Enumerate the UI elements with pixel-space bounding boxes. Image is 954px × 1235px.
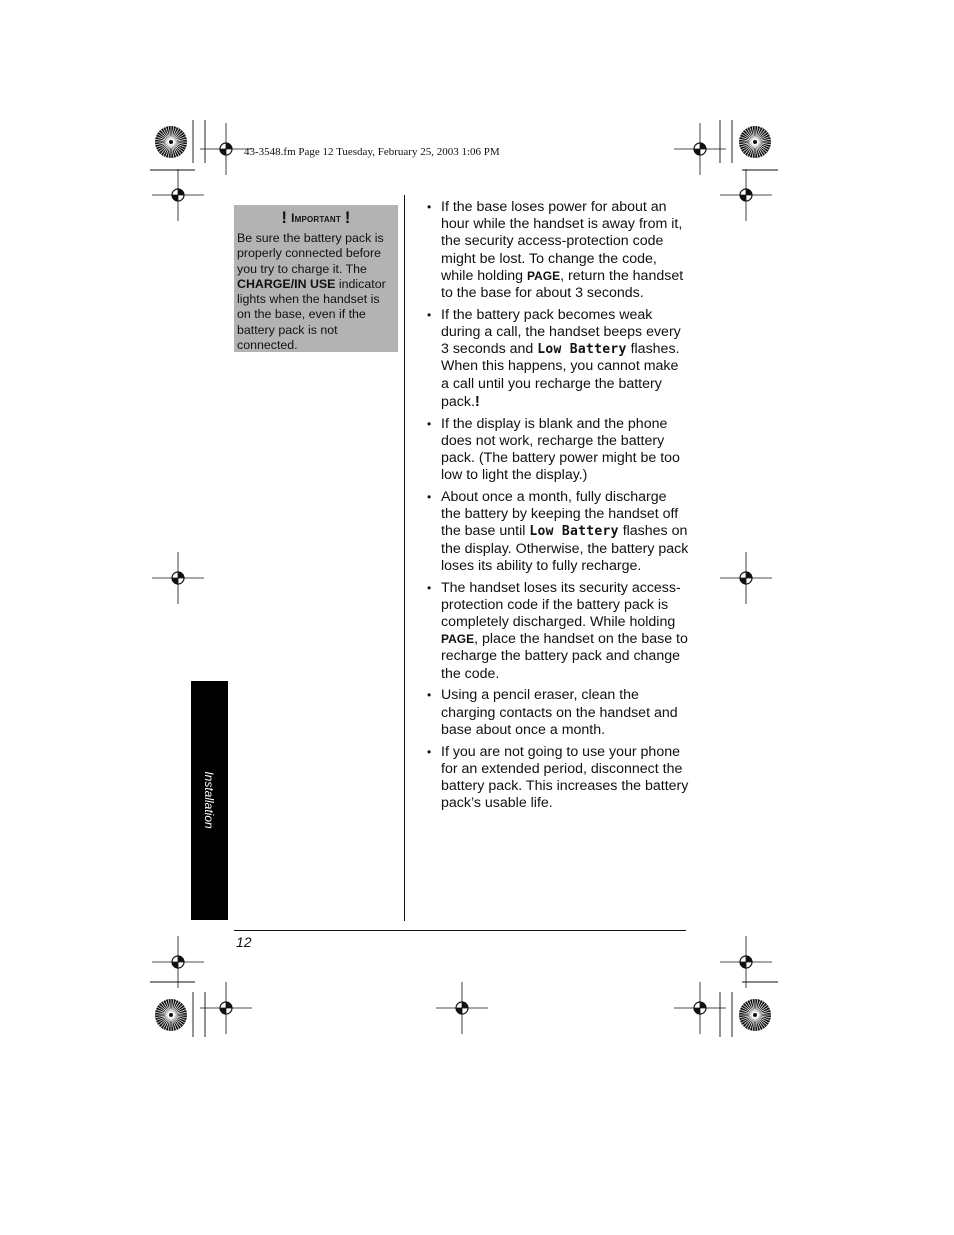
list-item bbox=[427, 416, 689, 485]
list-item bbox=[427, 307, 689, 411]
key-name: PAGE bbox=[526, 268, 561, 283]
list-item bbox=[427, 580, 689, 683]
bullet-icon: • bbox=[427, 580, 432, 595]
bullet-text: If the display is blank and the phone does not work, recharge the battery pack. (The battery power might be too low to light the display.) bbox=[441, 415, 680, 484]
bullet-icon: • bbox=[427, 744, 432, 759]
bullet-icon: • bbox=[427, 307, 432, 322]
important-notice bbox=[234, 205, 398, 352]
bullet-icon: • bbox=[427, 688, 432, 703]
lcd-text: Low Battery bbox=[537, 342, 627, 358]
important-title: Important bbox=[291, 211, 341, 225]
bullet-icon: • bbox=[427, 490, 432, 505]
exclamation-icon: ! bbox=[344, 208, 351, 227]
bullet-text: If you are not going to use your phone for an extended period, disconnect the battery pack. This increases the battery pack’s usable life. bbox=[441, 743, 689, 812]
bullet-text: Using a pencil eraser, clean the charging contacts on the handset and base about once a month. bbox=[441, 687, 678, 738]
list-item bbox=[427, 744, 689, 813]
instruction-list bbox=[427, 199, 689, 817]
section-tab-label: Installation bbox=[202, 771, 216, 829]
exclamation-icon: ! bbox=[281, 208, 288, 227]
page-number: 12 bbox=[236, 934, 252, 950]
column-divider bbox=[404, 195, 405, 921]
list-item bbox=[427, 687, 689, 739]
important-heading bbox=[234, 208, 398, 228]
key-name: PAGE bbox=[441, 632, 475, 647]
lcd-text: Low Battery bbox=[529, 524, 619, 540]
bullet-text: , return the handset to the base for about 3 seconds. bbox=[441, 267, 684, 302]
important-body: Be sure the battery pack is properly connected before you try to charge it. The CHARGE/IN USE indicator lights when the handset is on the base, even if the battery pack is not connected. bbox=[237, 231, 386, 353]
bullet-text: flashes. When this happens, you cannot make a call until you recharge the battery pack. bbox=[441, 341, 680, 410]
list-item bbox=[427, 489, 689, 575]
exclamation-icon: ! bbox=[474, 392, 480, 410]
bullet-text: If the base loses power for about an hour while the handset is away from it, the security access-protection code might be lost. To change the code, while holding bbox=[441, 199, 683, 284]
bullet-icon: • bbox=[427, 416, 432, 431]
bullet-text: flashes on the display. Otherwise, the battery pack loses its ability to fully recharge. bbox=[441, 523, 689, 574]
bullet-text: About once a month, fully discharge the battery by keeping the handset off the base until bbox=[441, 489, 679, 540]
bullet-text: The handset loses its security access-protection code if the battery pack is completely discharged. While holding bbox=[441, 579, 681, 631]
file-info-header: 43-3548.fm Page 12 Tuesday, February 25, 2003 1:06 PM bbox=[244, 146, 500, 158]
footer-rule bbox=[234, 930, 686, 931]
list-item bbox=[427, 199, 689, 302]
bullet-text: If the battery pack becomes weak during a call, the handset beeps every 3 seconds and bbox=[441, 306, 681, 358]
bullet-text: , place the handset on the base to recharge the battery pack and change the code. bbox=[441, 631, 688, 682]
bullet-icon: • bbox=[427, 200, 432, 214]
